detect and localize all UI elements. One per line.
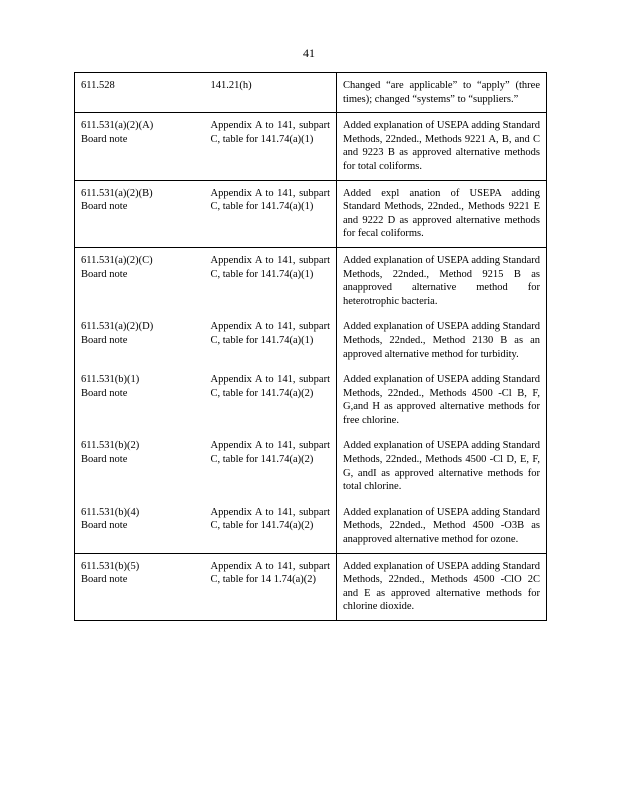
section-number: 611.531(a)(2)(D) [81, 321, 154, 333]
board-note-label: Board note [81, 387, 128, 399]
board-note-label: Board note [81, 334, 128, 346]
table-row [75, 247, 547, 314]
section-cell [75, 314, 205, 367]
description-cell: Added explanation of USEPA adding Standard Methods, 22nded., Methods 9221 A, B, and C and 9223 B as approved alternative methods for total coliforms. [337, 113, 547, 180]
section-cell [75, 180, 205, 247]
description-cell: Changed “are applicable” to “apply” (three times); changed “systems” to “suppliers.” [337, 73, 547, 113]
section-number: 611.528 [81, 80, 115, 91]
federal-reference-cell: Appendix A to 141, subpart C, table for 141.74(a)(1) [205, 113, 337, 180]
table-row [75, 73, 547, 113]
description-cell: Added explanation of USEPA adding Standard Methods, 22nded., Method 9215 B as anapproved alternative method for heterotrophic bacteria. [337, 247, 547, 314]
table-row [75, 367, 547, 433]
federal-reference-cell: Appendix A to 141, subpart C, table for 141.74(a)(2) [210, 374, 330, 399]
federal-reference-cell: Appendix A to 141, subpart C, table for 141.74(a)(1) [205, 180, 337, 247]
description-cell: Added explanation of USEPA adding Standard Methods, 22nded., Methods 4500 -Cl B, F, G,and H as approved alternative methods for free chlorine. [337, 367, 547, 433]
federal-reference-cell: Appendix A to 141, subpart C, table for 141.74(a)(2) [210, 440, 330, 466]
table-row [75, 500, 547, 553]
section-cell [75, 433, 205, 499]
section-number: 611.531(a)(2)(A) [81, 120, 154, 132]
federal-reference-cell: Appendix A to 141, subpart C, table for 14 1.74(a)(2) [205, 553, 337, 620]
board-note-label: Board note [81, 574, 128, 586]
description-cell: Added explanation of USEPA adding Standard Methods, 22nded., Method 2130 B as an approved alternative method for turbidity. [337, 314, 547, 367]
section-cell [75, 247, 205, 314]
federal-reference-cell: Appendix A to 141, subpart C, table for 141.74(a)(2) [205, 500, 337, 553]
section-cell [75, 367, 205, 433]
table-row [75, 433, 547, 499]
section-number: 611.531(b)(2) [81, 440, 140, 452]
federal-reference-cell: Appendix A to 141, subpart C, table for 141.74(a)(1) [205, 247, 337, 314]
federal-reference-cell: 141.21(h) [205, 73, 337, 113]
description-cell: Added explanation of USEPA adding Standard Methods, 22nded., Methods 4500 -ClO 2C and E as approved alternative methods for chlorine dioxide. [337, 553, 547, 620]
board-note-label: Board note [81, 201, 128, 213]
board-note-label: Board note [81, 133, 128, 145]
section-number: 611.531(b)(4) [81, 506, 140, 518]
board-note-label: Board note [81, 268, 128, 280]
section-cell [75, 500, 205, 553]
description-cell: Added explanation of USEPA adding Standard Methods, 22nded., Method 4500 -O3B as anapproved alternative method for ozone. [337, 500, 547, 553]
section-number: 611.531(b)(1) [81, 374, 140, 386]
table-row [75, 314, 547, 367]
section-number: 611.531(b)(5) [81, 560, 140, 572]
section-number: 611.531(a)(2)(C) [81, 254, 153, 266]
section-cell [75, 73, 205, 113]
description-cell: Added explanation of USEPA adding Standard Methods, 22nded., Methods 4500 -Cl D, E, F, G, andI as approved alternative methods for total chlorine. [337, 433, 547, 499]
table-row [75, 113, 547, 180]
table-row [75, 180, 547, 247]
description-cell: Added expl anation of USEPA adding Standard Methods, 22nded., Methods 9221 E and 9222 D as approved alternative methods for fecal coliforms. [337, 180, 547, 247]
table-row [75, 553, 547, 620]
page-number: 41 [303, 46, 315, 60]
federal-reference-cell: Appendix A to 141, subpart C, table for 141.74(a)(1) [210, 321, 330, 346]
section-number: 611.531(a)(2)(B) [81, 187, 153, 199]
amendments-table [74, 72, 547, 621]
section-cell [75, 113, 205, 180]
board-note-label: Board note [81, 520, 128, 532]
section-cell [75, 553, 205, 620]
board-note-label: Board note [81, 454, 128, 466]
